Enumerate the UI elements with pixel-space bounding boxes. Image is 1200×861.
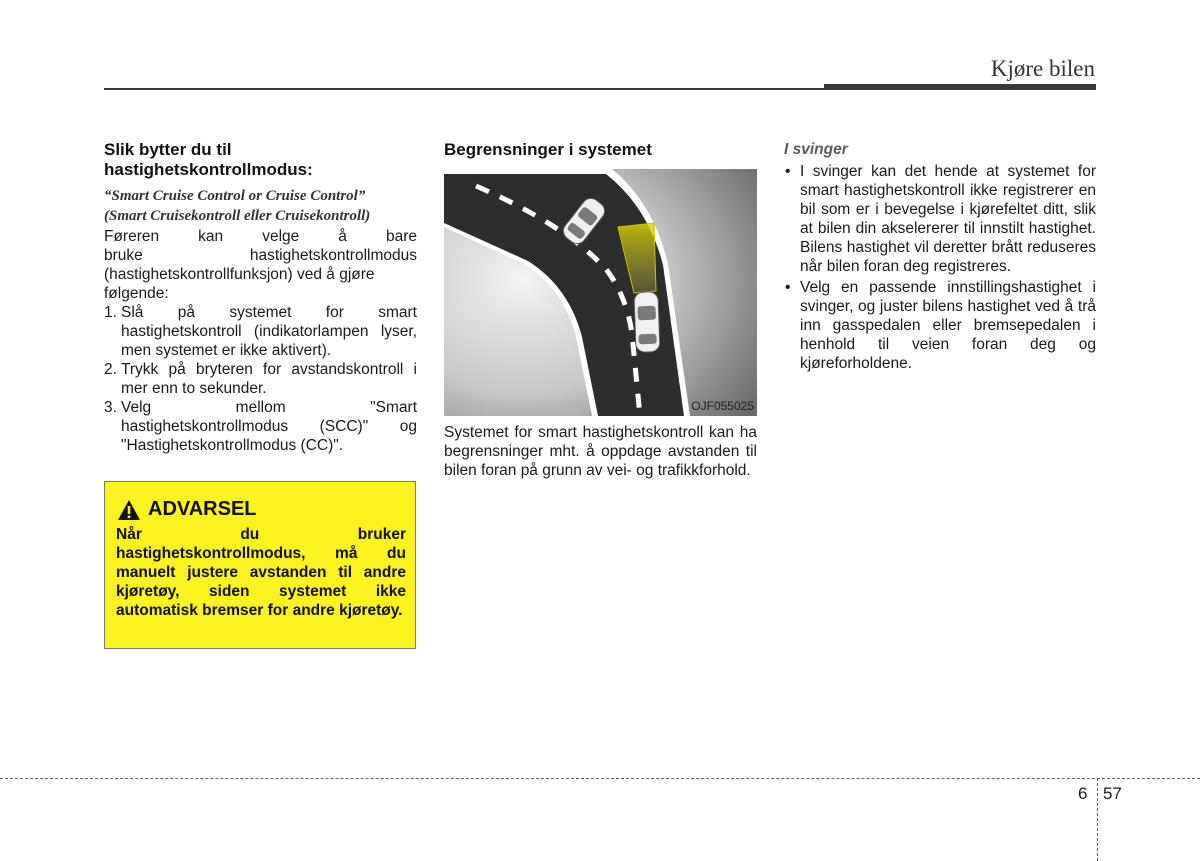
- subsection-label: I svinger: [784, 141, 848, 158]
- intro-paragraph: [104, 227, 417, 303]
- heading-line-2: hastighetskontrollmodus:: [104, 160, 313, 179]
- section-heading: [104, 140, 417, 180]
- footer-rule: [0, 778, 1200, 779]
- caption-text: Systemet for smart hastighetskontroll kan ha begrensninger mht. å oppdage avstanden til bilen foran på grunn av vei- og trafikkforhold.: [444, 424, 757, 479]
- list-item: [104, 360, 417, 398]
- steps-list: [104, 303, 417, 455]
- step-text: Velg mellom "Smart hastighetskontrollmodus (SCC)" og "Hastighetskontrollmodus (CC)".: [121, 399, 417, 454]
- column-left: [104, 140, 417, 455]
- bullet-icon: •: [785, 279, 791, 296]
- header-rule-accent: [824, 84, 1096, 90]
- curve-illustration: [444, 169, 757, 416]
- warning-title-text: ADVARSEL: [148, 498, 257, 520]
- step-number: 1.: [104, 304, 117, 321]
- figure-code: OJF055025: [691, 399, 754, 413]
- warning-title: [117, 498, 257, 521]
- warning-line-1: Når du bruker: [116, 526, 406, 543]
- list-item: [784, 278, 1096, 373]
- list-item: [784, 162, 1096, 276]
- subtitle-line-1: “Smart Cruise Control or Cruise Control”: [104, 188, 366, 204]
- warning-triangle-icon: [117, 499, 141, 521]
- list-item: [104, 398, 417, 455]
- bullet-text: I svinger kan det hende at systemet for smart hastighetskontroll ikke registrerer en bil som er i bevegelse i kjørefeltet ditt, slik at bilen din akselererer til innstilt hastighet. Bilens hastighet vil deretter brått reduseres når bilen foran deg registreres.: [800, 163, 1096, 275]
- step-text: Slå på systemet for smart hastighetskontroll (indikatorlampen lyser, men systemet er ikke aktivert).: [121, 304, 417, 359]
- column-middle: [444, 140, 757, 160]
- subtitle-line-2: (Smart Cruisekontroll eller Cruisekontroll): [104, 208, 371, 224]
- header-rule: [104, 88, 824, 90]
- bullet-icon: •: [785, 163, 791, 180]
- warning-text: [116, 525, 406, 620]
- road-curve-image: [444, 169, 757, 416]
- column-right: [784, 140, 1096, 375]
- figure-caption: [444, 423, 757, 480]
- page-number: 57: [1103, 784, 1122, 803]
- intro-line-1: Føreren kan velge å bare: [104, 228, 417, 245]
- step-number: 2.: [104, 361, 117, 378]
- step-number: 3.: [104, 399, 117, 416]
- button-label-note: [104, 186, 417, 226]
- section-heading: Begrensninger i systemet: [444, 140, 652, 159]
- bullet-list: [784, 162, 1096, 373]
- warning-box: [104, 481, 416, 649]
- chapter-number: 6: [1078, 784, 1088, 803]
- warning-rest: hastighetskontrollmodus, må du manuelt justere avstanden til andre kjøretøy, siden systemet ikke automatisk bremser for andre kjøretøy.: [116, 545, 406, 619]
- footer-divider: [1097, 778, 1098, 861]
- intro-rest: (hastighetskontrollfunksjon) ved å gjøre følgende:: [104, 266, 375, 302]
- chapter-title: Kjøre bilen: [990, 56, 1095, 81]
- bullet-text: Velg en passende innstillingshastighet i svinger, og juster bilens hastighet ved å trå inn gasspedalen eller bremsepedalen i henhold til veien foran deg og kjøreforholdene.: [800, 279, 1096, 372]
- list-item: [104, 303, 417, 360]
- heading-line-1: Slik bytter du til: [104, 140, 232, 159]
- step-text: Trykk på bryteren for avstandskontroll i mer enn to sekunder.: [121, 361, 417, 397]
- intro-line-2: bruke hastighetskontrollmodus: [104, 247, 417, 264]
